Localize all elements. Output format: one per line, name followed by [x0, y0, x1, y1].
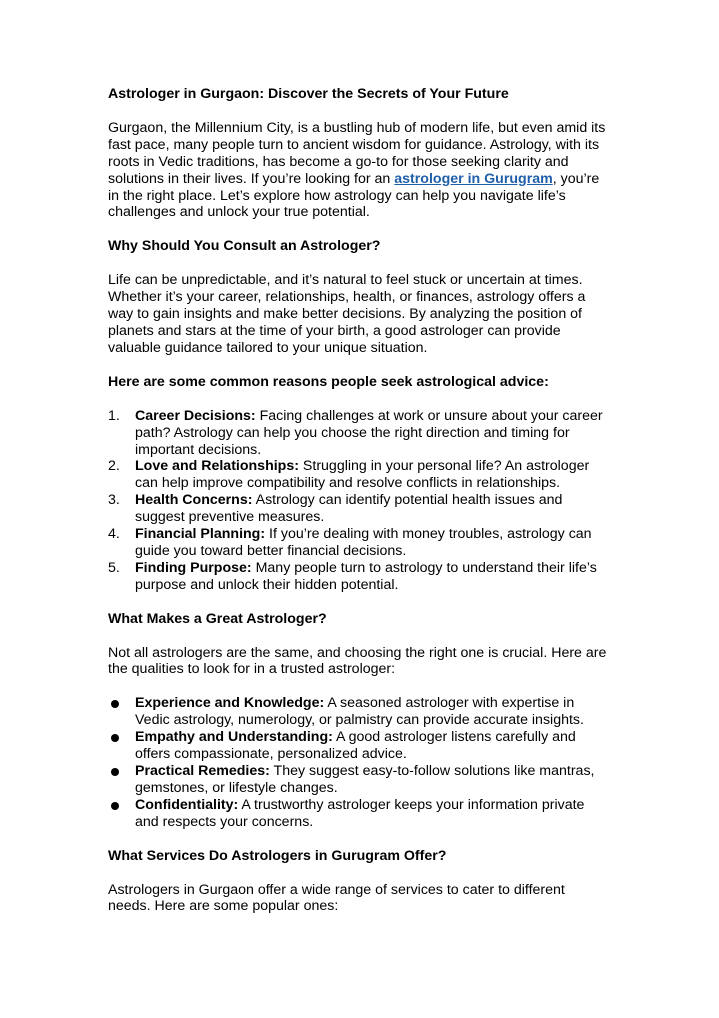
- bullet-icon: [111, 700, 119, 708]
- services-paragraph: Astrologers in Gurgaon offer a wide range of services to cater to different needs. Here are some popular ones:: [108, 881, 565, 915]
- list-item-label: Empathy and Understanding:: [135, 729, 333, 746]
- list-item: [108, 526, 610, 560]
- bullet-icon: [111, 734, 119, 742]
- spacer: [108, 391, 610, 408]
- spacer: [108, 628, 610, 645]
- reasons-heading: Here are some common reasons people seek astrological advice:: [108, 373, 549, 390]
- list-item-text: Many people turn to astrology to understand their life’s purpose and unlock their hidden potential.: [135, 559, 597, 593]
- list-number: 1.: [108, 407, 120, 424]
- great-astrologer-heading: What Makes a Great Astrologer?: [108, 610, 327, 627]
- spacer: [108, 594, 610, 611]
- list-item-text: Struggling in your personal life? An astrologer can help improve compatibility and resolve conflicts in relationships.: [135, 458, 590, 492]
- list-item-text: A trustworthy astrologer keeps your information private and respects your concerns.: [135, 796, 585, 830]
- list-item-label: Financial Planning:: [135, 526, 266, 543]
- list-item: [108, 797, 610, 831]
- list-item-text: Facing challenges at work or unsure about your career path? Astrology can help you choose the right direction and timing for important decisions.: [135, 407, 603, 458]
- services-heading: What Services Do Astrologers in Gurugram Offer?: [108, 847, 447, 864]
- list-item-text: A seasoned astrologer with expertise in Vedic astrology, numerology, or palmistry can provide accurate insights.: [135, 695, 584, 729]
- intro-paragraph: [108, 120, 610, 221]
- list-item: [108, 408, 610, 459]
- document-title: Astrologer in Gurgaon: Discover the Secrets of Your Future: [108, 86, 509, 102]
- list-item-label: Confidentiality:: [135, 796, 239, 813]
- list-item: [108, 560, 610, 594]
- why-consult-paragraph: Life can be unpredictable, and it’s natural to feel stuck or uncertain at times. Whether it’s your career, relationships, health, or finances, astrology offers a way to gain insights and make better decisions. By analyzing the position of planets and stars at the time of your birth, a good astrologer can provide valuable guidance tailored to your unique situation.: [108, 272, 586, 356]
- list-item: [108, 729, 610, 763]
- astrologer-gurugram-link[interactable]: astrologer in Gurugram: [394, 170, 553, 187]
- list-number: 3.: [108, 492, 120, 509]
- bullet-icon: [111, 768, 119, 776]
- spacer: [108, 831, 610, 848]
- list-item-text: If you’re dealing with money troubles, astrology can guide you toward better financial decisions.: [135, 526, 592, 559]
- spacer: [108, 255, 610, 272]
- list-item-label: Love and Relationships:: [135, 458, 299, 475]
- list-item-label: Experience and Knowledge:: [135, 695, 325, 712]
- intro-text-after: , you’re in the right place. Let’s explore how astrology can help you navigate life’s challenges and unlock your true potential.: [108, 170, 600, 221]
- spacer: [108, 678, 610, 695]
- bullet-icon: [111, 802, 119, 810]
- reasons-list: [108, 408, 610, 594]
- list-item-label: Practical Remedies:: [135, 763, 270, 779]
- why-consult-heading: Why Should You Consult an Astrologer?: [108, 238, 381, 255]
- list-item: [108, 695, 610, 729]
- list-number: 5.: [108, 559, 120, 576]
- list-item: [108, 492, 610, 526]
- spacer: [108, 865, 610, 882]
- list-item-text: A good astrologer listens carefully and offers compassionate, personalized advice.: [135, 729, 576, 763]
- qualities-list: [108, 695, 610, 830]
- list-number: 4.: [108, 526, 120, 543]
- list-number: 2.: [108, 458, 120, 475]
- list-item-label: Finding Purpose:: [135, 559, 252, 576]
- list-item: [108, 763, 610, 797]
- list-item: [108, 458, 610, 492]
- spacer: [108, 103, 610, 120]
- list-item-label: Career Decisions:: [135, 407, 256, 424]
- list-item-text: Astrology can identify potential health issues and suggest preventive measures.: [135, 492, 563, 526]
- spacer: [108, 221, 610, 238]
- list-item-text: They suggest easy-to-follow solutions like mantras, gemstones, or lifestyle changes.: [135, 763, 595, 796]
- spacer: [108, 357, 610, 374]
- list-item-label: Health Concerns:: [135, 492, 253, 509]
- document-page: [108, 86, 610, 915]
- great-astrologer-paragraph: Not all astrologers are the same, and choosing the right one is crucial. Here are the qualities to look for in a trusted astrologer:: [108, 644, 607, 678]
- intro-text-before: Gurgaon, the Millennium City, is a bustling hub of modern life, but even amid its fast pace, many people turn to ancient wisdom for guidance. Astrology, with its roots in Vedic traditions, has become a go-to for those seeking clarity and solutions in their lives. If you’re looking for an: [108, 119, 606, 187]
